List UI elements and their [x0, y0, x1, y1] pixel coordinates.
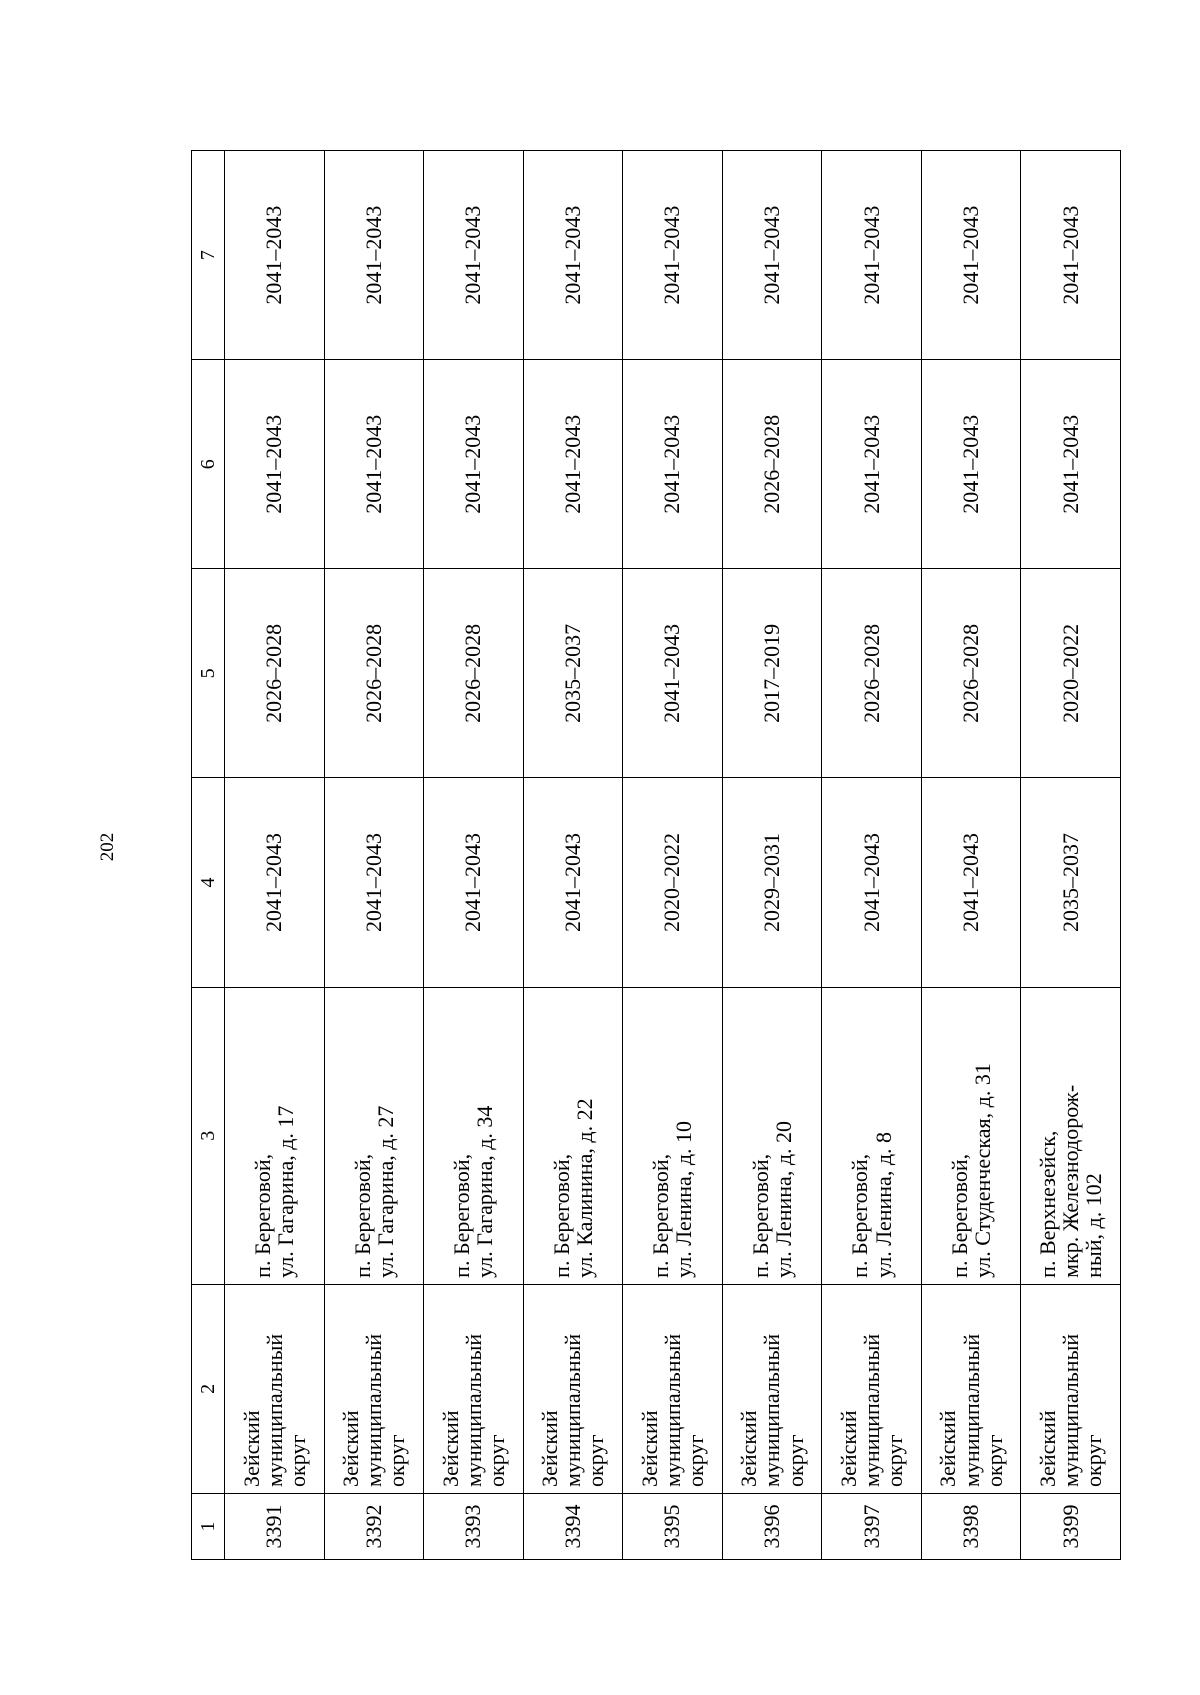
district-cell: Зейский муниципальный округ	[822, 1284, 922, 1493]
period-cell-7: 2041–2043	[921, 151, 1021, 360]
table-row	[324, 151, 424, 1560]
address-cell: п. Береговой, ул. Ленина, д. 8	[822, 987, 922, 1284]
column-header: 7	[192, 151, 225, 360]
column-header: 4	[192, 778, 225, 987]
period-cell-5: 2017–2019	[722, 569, 822, 778]
address-cell: п. Верхнезейск, мкр. Железнодорож- ный, д. 102	[1021, 987, 1121, 1284]
period-cell-5: 2026–2028	[225, 569, 325, 778]
period-cell-6: 2041–2043	[324, 360, 424, 569]
table-row	[523, 151, 623, 1560]
period-cell-5: 2035–2037	[523, 569, 623, 778]
table-row	[225, 151, 325, 1560]
period-cell-6: 2041–2043	[623, 360, 723, 569]
address-cell: п. Береговой, ул. Ленина, д. 10	[623, 987, 723, 1284]
period-cell-6: 2041–2043	[1021, 360, 1121, 569]
period-cell-7: 2041–2043	[822, 151, 922, 360]
page-number: 202	[97, 832, 118, 862]
schedule-table	[191, 150, 1121, 1560]
period-cell-4: 2035–2037	[1021, 778, 1121, 987]
period-cell-7: 2041–2043	[225, 151, 325, 360]
period-cell-6: 2041–2043	[225, 360, 325, 569]
table-row	[822, 151, 922, 1560]
column-header: 5	[192, 569, 225, 778]
column-header: 2	[192, 1284, 225, 1493]
district-cell: Зейский муниципальный округ	[523, 1284, 623, 1493]
period-cell-4: 2041–2043	[822, 778, 922, 987]
period-cell-7: 2041–2043	[424, 151, 524, 360]
row-number-cell: 3398	[921, 1493, 1021, 1559]
period-cell-7: 2041–2043	[324, 151, 424, 360]
document-table-container	[191, 150, 1121, 1560]
period-cell-6: 2041–2043	[523, 360, 623, 569]
period-cell-4: 2041–2043	[225, 778, 325, 987]
column-header: 3	[192, 987, 225, 1284]
district-cell: Зейский муниципальный округ	[722, 1284, 822, 1493]
district-cell: Зейский муниципальный округ	[424, 1284, 524, 1493]
period-cell-4: 2041–2043	[921, 778, 1021, 987]
period-cell-4: 2041–2043	[523, 778, 623, 987]
period-cell-5: 2026–2028	[324, 569, 424, 778]
table-row	[1021, 151, 1121, 1560]
address-cell: п. Береговой, ул. Калинина, д. 22	[523, 987, 623, 1284]
row-number-cell: 3392	[324, 1493, 424, 1559]
period-cell-7: 2041–2043	[523, 151, 623, 360]
period-cell-4: 2020–2022	[623, 778, 723, 987]
period-cell-4: 2029–2031	[722, 778, 822, 987]
row-number-cell: 3393	[424, 1493, 524, 1559]
table-row	[921, 151, 1021, 1560]
period-cell-5: 2026–2028	[424, 569, 524, 778]
district-cell: Зейский муниципальный округ	[324, 1284, 424, 1493]
row-number-cell: 3399	[1021, 1493, 1121, 1559]
address-cell: п. Береговой, ул. Гагарина, д. 27	[324, 987, 424, 1284]
column-header: 1	[192, 1493, 225, 1559]
header-row	[192, 151, 225, 1560]
period-cell-5: 2020–2022	[1021, 569, 1121, 778]
period-cell-6: 2041–2043	[921, 360, 1021, 569]
address-cell: п. Береговой, ул. Гагарина, д. 17	[225, 987, 325, 1284]
period-cell-6: 2041–2043	[424, 360, 524, 569]
period-cell-7: 2041–2043	[722, 151, 822, 360]
address-cell: п. Береговой, ул. Гагарина, д. 34	[424, 987, 524, 1284]
row-number-cell: 3395	[623, 1493, 723, 1559]
district-cell: Зейский муниципальный округ	[225, 1284, 325, 1493]
period-cell-6: 2026–2028	[722, 360, 822, 569]
period-cell-7: 2041–2043	[1021, 151, 1121, 360]
row-number-cell: 3397	[822, 1493, 922, 1559]
address-cell: п. Береговой, ул. Студенческая, д. 31	[921, 987, 1021, 1284]
table-row	[722, 151, 822, 1560]
row-number-cell: 3394	[523, 1493, 623, 1559]
period-cell-5: 2026–2028	[921, 569, 1021, 778]
period-cell-5: 2026–2028	[822, 569, 922, 778]
period-cell-7: 2041–2043	[623, 151, 723, 360]
address-cell: п. Береговой, ул. Ленина, д. 20	[722, 987, 822, 1284]
period-cell-5: 2041–2043	[623, 569, 723, 778]
table-row	[424, 151, 524, 1560]
period-cell-6: 2041–2043	[822, 360, 922, 569]
column-header: 6	[192, 360, 225, 569]
row-number-cell: 3396	[722, 1493, 822, 1559]
district-cell: Зейский муниципальный округ	[1021, 1284, 1121, 1493]
district-cell: Зейский муниципальный округ	[623, 1284, 723, 1493]
district-cell: Зейский муниципальный округ	[921, 1284, 1021, 1493]
period-cell-4: 2041–2043	[324, 778, 424, 987]
period-cell-4: 2041–2043	[424, 778, 524, 987]
row-number-cell: 3391	[225, 1493, 325, 1559]
table-row	[623, 151, 723, 1560]
